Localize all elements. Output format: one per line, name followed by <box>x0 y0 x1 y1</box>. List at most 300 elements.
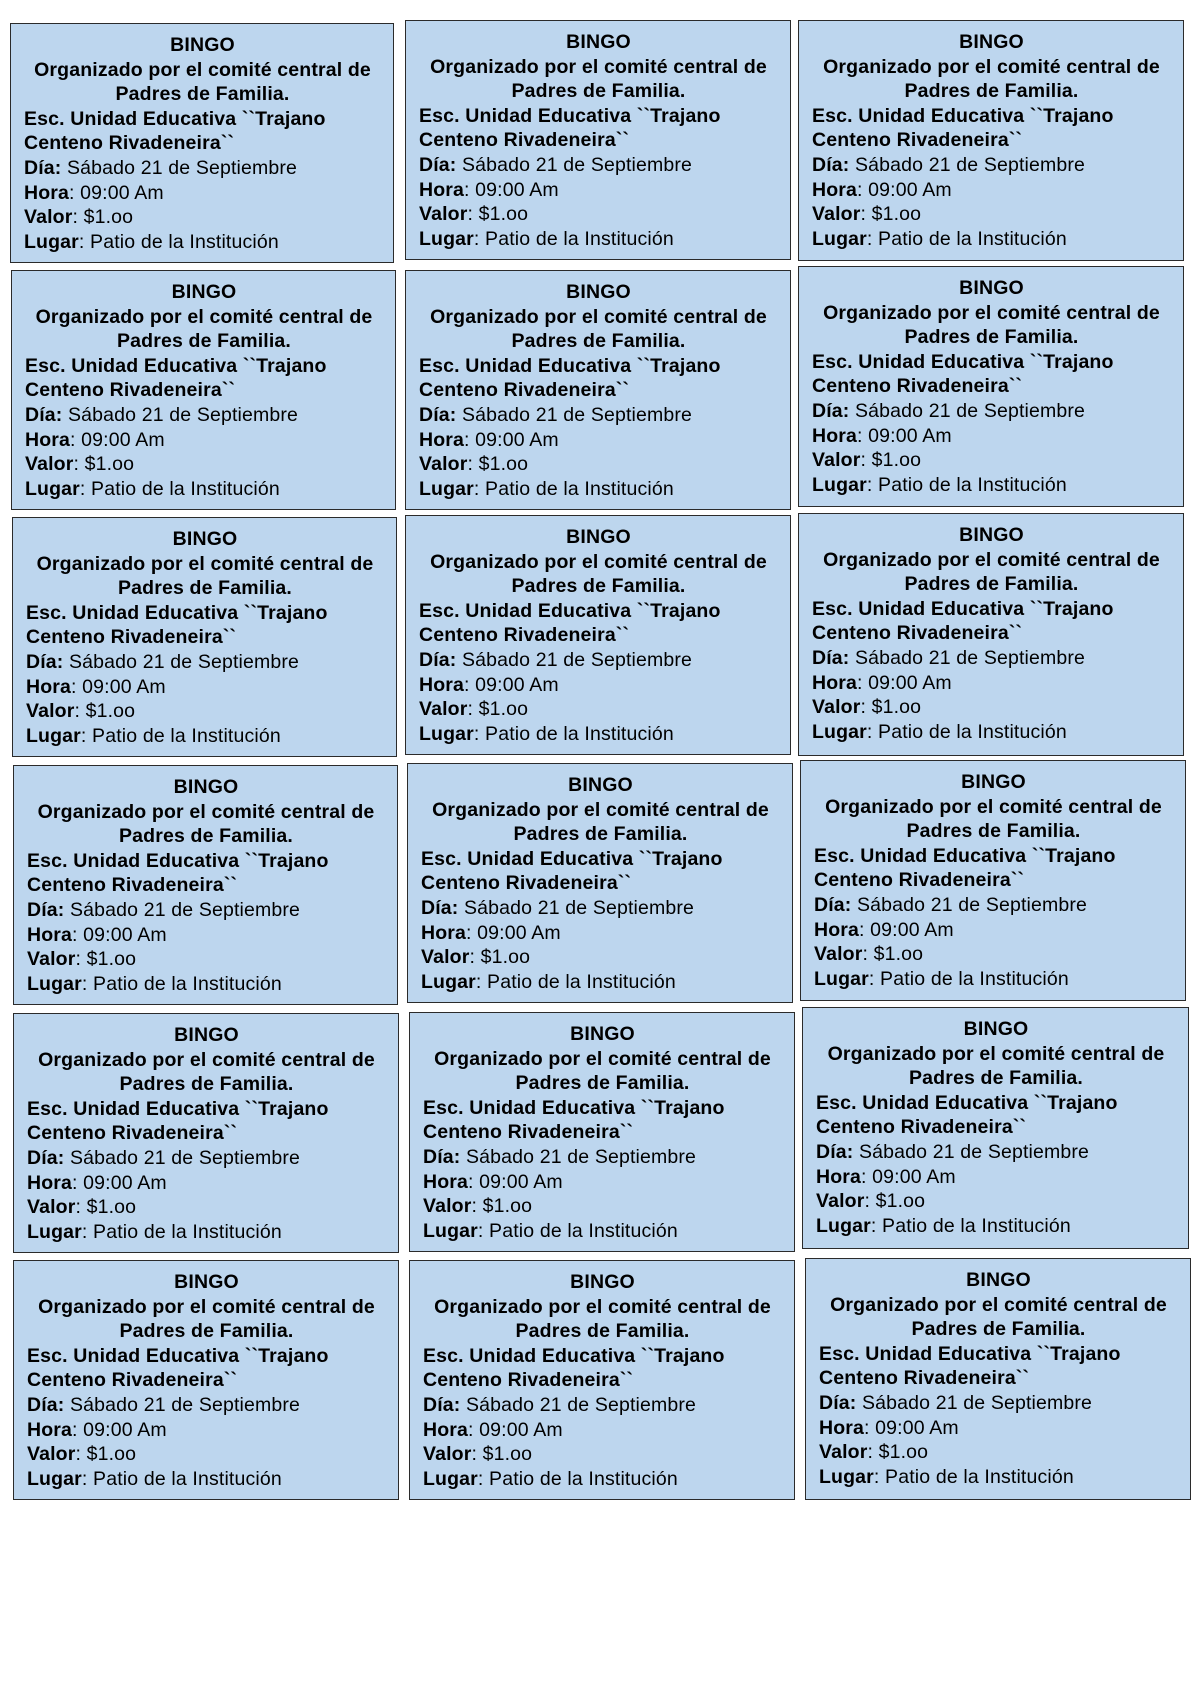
ticket-title-value: BINGO <box>966 1269 1031 1291</box>
organizer-line-value: Padres de Familia. <box>118 577 292 600</box>
event-time-label: Hora <box>419 673 465 696</box>
school-name-line <box>812 374 1171 399</box>
event-price-label: Valor <box>423 1195 472 1218</box>
ticket-title-value: BINGO <box>566 31 631 53</box>
event-place <box>816 1214 1176 1239</box>
ticket-title <box>816 1017 1176 1042</box>
event-day <box>812 399 1171 424</box>
event-day-label: Día: <box>419 153 457 176</box>
event-price-label: Valor <box>812 449 861 472</box>
event-price <box>24 205 381 230</box>
organizer-line-value: Organizado por el comité central de <box>36 552 374 575</box>
event-day-value: Sábado 21 de Septiembre <box>64 898 301 921</box>
organizer-line <box>419 550 778 575</box>
school-name-line-value: Esc. Unidad Educativa ``Trajano <box>812 597 1114 620</box>
event-time-value: : 09:00 Am <box>464 178 559 201</box>
event-place-value: : Patio de la Institución <box>870 1214 1071 1237</box>
event-day-label: Día: <box>24 156 62 179</box>
event-day-label: Día: <box>27 1146 65 1169</box>
event-time-label: Hora <box>24 181 70 204</box>
school-name-line <box>423 1344 782 1369</box>
event-place-label: Lugar <box>816 1214 871 1237</box>
event-time-label: Hora <box>423 1170 469 1193</box>
organizer-line-value: Organizado por el comité central de <box>434 1295 771 1318</box>
event-time-label: Hora <box>27 923 73 946</box>
event-day-label: Día: <box>819 1391 857 1414</box>
ticket-title <box>25 280 383 305</box>
organizer-line <box>27 824 385 849</box>
school-name-line-value: Esc. Unidad Educativa ``Trajano <box>819 1342 1121 1365</box>
event-time-value: : 09:00 Am <box>864 1416 959 1439</box>
ticket-title-value: BINGO <box>570 1023 635 1045</box>
organizer-line-value: Padres de Familia. <box>904 80 1079 103</box>
organizer-line <box>24 82 381 107</box>
event-time-value: : 09:00 Am <box>859 918 954 941</box>
organizer-line <box>423 1047 782 1072</box>
event-day-value: Sábado 21 de Septiembre <box>851 893 1088 916</box>
event-time-label: Hora <box>27 1171 73 1194</box>
event-day <box>423 1393 782 1418</box>
event-place <box>419 227 778 252</box>
event-place-value: : Patio de la Institución <box>80 724 281 747</box>
organizer-line-value: Padres de Familia. <box>904 573 1079 596</box>
event-day-value: Sábado 21 de Septiembre <box>64 1393 301 1416</box>
event-day-value: Sábado 21 de Septiembre <box>61 156 298 179</box>
bingo-ticket <box>13 1260 399 1500</box>
event-price-label: Valor <box>26 700 75 723</box>
event-price-label: Valor <box>419 698 468 721</box>
event-place-label: Lugar <box>25 477 80 500</box>
bingo-ticket <box>798 20 1184 261</box>
school-name-line <box>26 625 384 650</box>
event-price-value: : $1.oo <box>72 206 134 229</box>
organizer-line-value: Padres de Familia. <box>511 80 686 103</box>
organizer-line-value: Padres de Familia. <box>513 823 688 846</box>
school-name-line <box>812 621 1171 646</box>
ticket-title <box>24 33 381 58</box>
event-day <box>819 1391 1178 1416</box>
event-place-value: : Patio de la Institución <box>473 227 674 250</box>
event-place-value: : Patio de la Institución <box>866 227 1067 250</box>
school-name-line-value: Esc. Unidad Educativa ``Trajano <box>419 599 721 622</box>
school-name-line <box>419 623 778 648</box>
bingo-ticket <box>800 760 1186 1001</box>
organizer-line-value: Organizado por el comité central de <box>432 798 769 821</box>
event-place-value: : Patio de la Institución <box>477 1467 678 1490</box>
organizer-line <box>814 819 1173 844</box>
event-day <box>816 1140 1176 1165</box>
event-time-value: : 09:00 Am <box>464 673 559 696</box>
school-name-line-value: Centeno Rivadeneira`` <box>24 132 235 155</box>
ticket-title-value: BINGO <box>174 1024 239 1046</box>
organizer-line-value: Padres de Familia. <box>119 825 293 848</box>
organizer-line-value: Organizado por el comité central de <box>830 1293 1167 1316</box>
organizer-line-value: Padres de Familia. <box>119 1073 294 1096</box>
event-place <box>25 477 383 502</box>
event-time <box>27 923 385 948</box>
school-name-line <box>421 847 780 872</box>
event-time-value: : 09:00 Am <box>72 1171 167 1194</box>
event-time-value: : 09:00 Am <box>72 923 167 946</box>
event-price-value: : $1.oo <box>862 943 924 966</box>
bingo-ticket <box>409 1260 795 1500</box>
event-day-value: Sábado 21 de Septiembre <box>456 153 693 176</box>
event-day-label: Día: <box>812 646 850 669</box>
school-name-line-value: Centeno Rivadeneira`` <box>812 622 1023 645</box>
organizer-line-value: Organizado por el comité central de <box>823 301 1160 324</box>
event-place-value: : Patio de la Institución <box>873 1465 1074 1488</box>
event-time-label: Hora <box>421 921 467 944</box>
school-name-line <box>419 354 778 379</box>
ticket-title <box>812 523 1171 548</box>
school-name-line <box>24 107 381 132</box>
school-name-line-value: Centeno Rivadeneira`` <box>421 872 632 895</box>
bingo-ticket <box>405 20 791 260</box>
ticket-title <box>814 770 1173 795</box>
event-time <box>26 675 384 700</box>
event-time-value: : 09:00 Am <box>72 1418 167 1441</box>
event-place <box>819 1465 1178 1490</box>
event-place <box>419 477 778 502</box>
event-day-label: Día: <box>25 403 63 426</box>
event-price-value: : $1.oo <box>75 1443 137 1466</box>
event-place <box>812 720 1171 745</box>
organizer-line <box>819 1293 1178 1318</box>
event-time-label: Hora <box>812 424 858 447</box>
event-price-label: Valor <box>27 948 76 971</box>
organizer-line <box>27 800 385 825</box>
event-place-label: Lugar <box>423 1219 478 1242</box>
school-name-line-value: Esc. Unidad Educativa ``Trajano <box>26 601 328 624</box>
event-place-label: Lugar <box>812 227 867 250</box>
event-price-value: : $1.oo <box>75 1196 137 1219</box>
event-time <box>814 918 1173 943</box>
school-name-line <box>423 1368 782 1393</box>
event-time-label: Hora <box>812 178 858 201</box>
ticket-title-value: BINGO <box>566 281 631 303</box>
event-time <box>819 1416 1178 1441</box>
event-day-label: Día: <box>419 648 457 671</box>
event-price-label: Valor <box>819 1441 868 1464</box>
school-name-line <box>421 871 780 896</box>
ticket-title <box>812 276 1171 301</box>
organizer-line <box>812 572 1171 597</box>
event-time <box>27 1418 386 1443</box>
school-name-line <box>27 849 385 874</box>
event-time <box>27 1171 386 1196</box>
event-price-label: Valor <box>25 453 74 476</box>
school-name-line <box>423 1120 782 1145</box>
event-time-label: Hora <box>423 1418 469 1441</box>
organizer-line <box>27 1048 386 1073</box>
school-name-line-value: Centeno Rivadeneira`` <box>26 626 237 649</box>
bingo-ticket <box>798 266 1184 507</box>
event-price-value: : $1.oo <box>867 1441 929 1464</box>
organizer-line <box>421 822 780 847</box>
school-name-line-value: Centeno Rivadeneira`` <box>27 1369 238 1392</box>
school-name-line-value: Esc. Unidad Educativa ``Trajano <box>812 350 1114 373</box>
event-day <box>419 153 778 178</box>
organizer-line <box>812 325 1171 350</box>
event-time-value: : 09:00 Am <box>69 181 164 204</box>
event-price-label: Valor <box>421 946 470 969</box>
event-price-label: Valor <box>812 203 861 226</box>
organizer-line-value: Padres de Familia. <box>115 83 290 106</box>
event-place-label: Lugar <box>27 972 82 995</box>
event-day-value: Sábado 21 de Septiembre <box>460 1145 697 1168</box>
event-place-label: Lugar <box>26 724 81 747</box>
school-name-line-value: Esc. Unidad Educativa ``Trajano <box>423 1344 725 1367</box>
bingo-ticket <box>798 513 1184 756</box>
organizer-line-value: Organizado por el comité central de <box>35 305 373 328</box>
school-name-line <box>819 1366 1178 1391</box>
ticket-title <box>419 30 778 55</box>
event-price <box>25 452 383 477</box>
organizer-line-value: Organizado por el comité central de <box>38 1048 375 1071</box>
event-time-label: Hora <box>26 675 72 698</box>
event-price <box>423 1442 782 1467</box>
event-day <box>25 403 383 428</box>
organizer-line <box>27 1072 386 1097</box>
event-place-label: Lugar <box>814 967 869 990</box>
event-place <box>814 967 1173 992</box>
event-time-label: Hora <box>27 1418 73 1441</box>
ticket-title-value: BINGO <box>959 277 1024 299</box>
organizer-line <box>819 1317 1178 1342</box>
organizer-line <box>419 574 778 599</box>
event-place <box>27 1220 386 1245</box>
event-price-label: Valor <box>423 1443 472 1466</box>
event-day-label: Día: <box>27 1393 65 1416</box>
organizer-line-value: Padres de Familia. <box>117 330 291 353</box>
event-time <box>812 178 1171 203</box>
event-time <box>423 1170 782 1195</box>
event-day <box>24 156 381 181</box>
event-price <box>816 1189 1176 1214</box>
event-day-label: Día: <box>421 896 459 919</box>
ticket-title-value: BINGO <box>170 34 235 56</box>
event-day-value: Sábado 21 de Septiembre <box>849 646 1086 669</box>
organizer-line <box>419 329 778 354</box>
event-price-label: Valor <box>24 206 73 229</box>
event-time-value: : 09:00 Am <box>857 178 952 201</box>
event-time <box>419 428 778 453</box>
event-time-label: Hora <box>25 428 71 451</box>
event-day-label: Día: <box>423 1145 461 1168</box>
event-price <box>419 202 778 227</box>
event-price-value: : $1.oo <box>467 453 529 476</box>
event-price-value: : $1.oo <box>860 203 922 226</box>
event-price <box>814 942 1173 967</box>
school-name-line <box>27 873 385 898</box>
organizer-line <box>423 1295 782 1320</box>
organizer-line <box>812 55 1171 80</box>
bingo-ticket <box>409 1012 795 1252</box>
event-price-value: : $1.oo <box>74 700 136 723</box>
event-day-value: Sábado 21 de Septiembre <box>458 896 695 919</box>
event-day-label: Día: <box>26 650 64 673</box>
school-name-line-value: Centeno Rivadeneira`` <box>27 1122 238 1145</box>
event-time-value: : 09:00 Am <box>466 921 561 944</box>
event-place <box>27 972 385 997</box>
event-time-value: : 09:00 Am <box>857 424 952 447</box>
event-place-label: Lugar <box>27 1467 82 1490</box>
ticket-title-value: BINGO <box>961 771 1026 793</box>
organizer-line-value: Padres de Familia. <box>909 1067 1083 1090</box>
event-time <box>812 671 1171 696</box>
school-name-line-value: Esc. Unidad Educativa ``Trajano <box>27 1344 329 1367</box>
organizer-line-value: Organizado por el comité central de <box>827 1042 1165 1065</box>
ticket-title <box>819 1268 1178 1293</box>
event-place-label: Lugar <box>421 970 476 993</box>
bingo-ticket <box>10 23 394 263</box>
event-time-value: : 09:00 Am <box>70 428 165 451</box>
bingo-ticket <box>13 1013 399 1253</box>
event-price-label: Valor <box>814 943 863 966</box>
school-name-line <box>814 844 1173 869</box>
ticket-title <box>419 280 778 305</box>
event-time-label: Hora <box>814 918 860 941</box>
organizer-line <box>812 548 1171 573</box>
bingo-ticket <box>11 270 396 510</box>
event-time-value: : 09:00 Am <box>464 428 559 451</box>
event-price-label: Valor <box>27 1196 76 1219</box>
event-price <box>812 448 1171 473</box>
event-price-value: : $1.oo <box>467 698 529 721</box>
event-day <box>423 1145 782 1170</box>
event-day-label: Día: <box>423 1393 461 1416</box>
ticket-title-value: BINGO <box>959 31 1024 53</box>
bingo-ticket <box>13 765 398 1005</box>
organizer-line-value: Organizado por el comité central de <box>430 55 767 78</box>
event-price <box>812 695 1171 720</box>
event-place-label: Lugar <box>419 722 474 745</box>
event-place-value: : Patio de la Institución <box>473 722 674 745</box>
event-place-value: : Patio de la Institución <box>868 967 1069 990</box>
organizer-line-value: Organizado por el comité central de <box>825 795 1162 818</box>
school-name-line-value: Esc. Unidad Educativa ``Trajano <box>419 104 721 127</box>
organizer-line <box>816 1066 1176 1091</box>
event-price-label: Valor <box>419 203 468 226</box>
organizer-line <box>25 305 383 330</box>
school-name-line-value: Centeno Rivadeneira`` <box>27 874 238 897</box>
event-day <box>814 893 1173 918</box>
organizer-line <box>812 79 1171 104</box>
event-price-value: : $1.oo <box>75 948 137 971</box>
event-place <box>423 1219 782 1244</box>
event-price-value: : $1.oo <box>73 453 135 476</box>
school-name-line <box>814 868 1173 893</box>
event-time-value: : 09:00 Am <box>857 671 952 694</box>
school-name-line-value: Esc. Unidad Educativa ``Trajano <box>816 1091 1118 1114</box>
organizer-line-value: Organizado por el comité central de <box>38 1295 375 1318</box>
event-place-label: Lugar <box>819 1465 874 1488</box>
school-name-line-value: Centeno Rivadeneira`` <box>419 129 630 152</box>
school-name-line <box>812 597 1171 622</box>
school-name-line <box>812 104 1171 129</box>
event-time <box>25 428 383 453</box>
event-place <box>27 1467 386 1492</box>
school-name-line <box>419 128 778 153</box>
ticket-title <box>423 1022 782 1047</box>
bingo-ticket <box>407 763 793 1003</box>
school-name-line-value: Centeno Rivadeneira`` <box>812 375 1023 398</box>
event-day <box>27 898 385 923</box>
ticket-title-value: BINGO <box>173 776 239 798</box>
school-name-line <box>27 1344 386 1369</box>
school-name-line-value: Centeno Rivadeneira`` <box>419 379 630 402</box>
event-price-value: : $1.oo <box>471 1443 533 1466</box>
event-place <box>423 1467 782 1492</box>
school-name-line-value: Esc. Unidad Educativa ``Trajano <box>24 107 326 130</box>
school-name-line <box>819 1342 1178 1367</box>
ticket-title <box>421 773 780 798</box>
school-name-line <box>812 350 1171 375</box>
ticket-title <box>423 1270 782 1295</box>
ticket-title-value: BINGO <box>566 526 631 548</box>
event-price <box>819 1440 1178 1465</box>
event-place <box>812 227 1171 252</box>
school-name-line <box>816 1115 1176 1140</box>
school-name-line-value: Esc. Unidad Educativa ``Trajano <box>27 1097 329 1120</box>
event-day-value: Sábado 21 de Septiembre <box>63 650 300 673</box>
ticket-title <box>26 527 384 552</box>
event-time-label: Hora <box>812 671 858 694</box>
event-price-label: Valor <box>419 453 468 476</box>
school-name-line-value: Centeno Rivadeneira`` <box>25 379 236 402</box>
event-day-value: Sábado 21 de Septiembre <box>456 648 693 671</box>
event-price-value: : $1.oo <box>471 1195 533 1218</box>
ticket-title <box>27 1023 386 1048</box>
organizer-line-value: Organizado por el comité central de <box>34 58 371 81</box>
event-day <box>27 1146 386 1171</box>
event-place-value: : Patio de la Institución <box>81 972 282 995</box>
organizer-line-value: Padres de Familia. <box>906 820 1081 843</box>
school-name-line-value: Esc. Unidad Educativa ``Trajano <box>423 1096 725 1119</box>
event-place-label: Lugar <box>419 477 474 500</box>
event-place <box>26 724 384 749</box>
organizer-line-value: Organizado por el comité central de <box>823 55 1160 78</box>
event-price-value: : $1.oo <box>860 696 922 719</box>
ticket-title-value: BINGO <box>174 1271 239 1293</box>
organizer-line <box>25 329 383 354</box>
event-time <box>419 673 778 698</box>
event-time-label: Hora <box>816 1165 862 1188</box>
organizer-line <box>812 301 1171 326</box>
school-name-line-value: Centeno Rivadeneira`` <box>423 1121 634 1144</box>
event-price-label: Valor <box>27 1443 76 1466</box>
event-day <box>419 648 778 673</box>
organizer-line <box>419 305 778 330</box>
event-place-value: : Patio de la Institución <box>477 1219 678 1242</box>
organizer-line-value: Padres de Familia. <box>904 326 1079 349</box>
event-day-value: Sábado 21 de Septiembre <box>849 153 1086 176</box>
organizer-line-value: Padres de Familia. <box>515 1320 690 1343</box>
event-day-value: Sábado 21 de Septiembre <box>460 1393 697 1416</box>
event-price <box>419 452 778 477</box>
event-day <box>419 403 778 428</box>
event-price-label: Valor <box>816 1190 865 1213</box>
school-name-line <box>419 378 778 403</box>
organizer-line <box>419 55 778 80</box>
school-name-line-value: Esc. Unidad Educativa ``Trajano <box>812 104 1114 127</box>
event-place-value: : Patio de la Institución <box>473 477 674 500</box>
event-price <box>423 1194 782 1219</box>
organizer-line-value: Organizado por el comité central de <box>434 1047 771 1070</box>
ticket-title <box>419 525 778 550</box>
organizer-line-value: Padres de Familia. <box>511 330 686 353</box>
event-time <box>419 178 778 203</box>
